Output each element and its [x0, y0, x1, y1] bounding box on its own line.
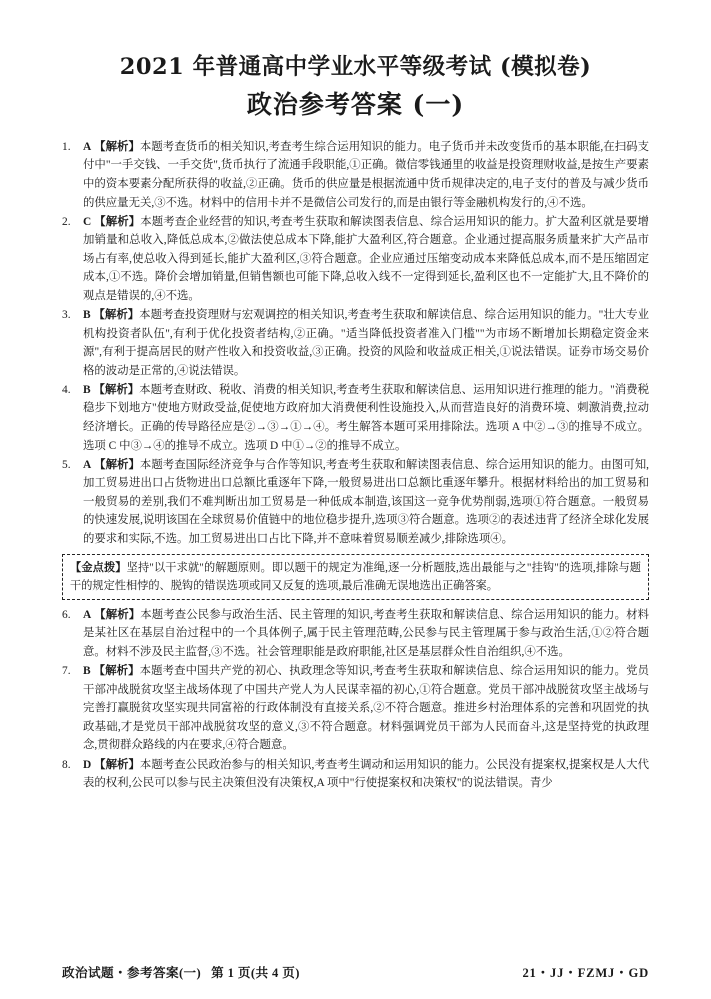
answer-number: 2. — [62, 215, 71, 228]
answer-body — [83, 662, 649, 755]
answer-number: 7. — [62, 665, 71, 678]
answer-number: 8. — [62, 758, 71, 771]
page-footer — [0, 962, 711, 981]
analysis-text: 本题考查公民参与政治生活、民主管理的知识,考查考生获取和解读信息、综合运用知识的能力。材料是某社区在基层自治过程中的一个具体例子,属于民主管理范畴,公民参与民主管理属于参与政治生活,①②符合题意。材料不涉及民主监督,③不选。社会管理职能是政府职能,社区是基层群众性自治组织,④不选。 — [83, 608, 649, 659]
answer-item — [62, 213, 649, 306]
answer-number: 3. — [62, 309, 71, 322]
answer-body — [83, 381, 649, 455]
answer-number: 5. — [62, 458, 71, 471]
answer-choice: C — [83, 215, 92, 228]
answer-choice: D — [83, 758, 92, 771]
analysis-tag: 【解析】 — [93, 309, 140, 322]
answer-item — [62, 456, 649, 549]
answer-body — [83, 606, 649, 662]
answer-number: 4. — [62, 383, 71, 396]
answer-choice: A — [83, 140, 92, 153]
answer-number: 1. — [62, 140, 71, 153]
answer-item — [62, 662, 649, 755]
golden-tip-text: 坚持"以干求就"的解题原则。即以题干的规定为准绳,逐一分析题肢,选出最能与之"挂钩"的选项,排除与题干的规定性相悖的、脱钩的错误选项或同又反复的选项,最后准确无误地选出正确答案。 — [70, 561, 641, 592]
golden-tip-label: 【金点拨】 — [70, 561, 127, 574]
page-header — [0, 0, 711, 124]
footer-code: 21・JJ・FZMJ・GD — [522, 966, 649, 980]
page-title: 政治参考答案 (一) — [246, 90, 465, 120]
answer-item — [62, 306, 649, 380]
golden-tip-box — [62, 554, 649, 600]
analysis-tag: 【解析】 — [94, 458, 140, 471]
analysis-text: 本题考查中国共产党的初心、执政理念等知识,考查考生获取和解读信息、综合运用知识的能力。党员干部冲战脱贫攻坚主战场体现了中国共产党人为人民谋幸福的初心,①符合题意。党员干部冲战脱贫攻坚主战场与完善打赢脱贫攻坚实现共同富裕的行政体制没有直接关系,②不符合题意。推进乡村治理体系的完善和巩固党的执政基础,才是党员干部冲战脱贫攻坚的意义,③不符合题意。材料强调党员干部为人民而奋斗,这是坚持党的执政理念,贯彻群众路线的内在要求,④符合题意。 — [83, 665, 649, 752]
footer-doc-title: 政治试题・参考答案(一) — [62, 966, 202, 980]
analysis-text: 本题考查财政、税收、消费的相关知识,考查考生获取和解读信息、运用知识进行推理的能力。"消费税稳步下划地方"使地方财政受益,促使地方政府加大消费便利性设施投入,从而营造良好的消费环境、刺激消费,拉动经济增长。正确的传导路径应是②→③→①→④。考生解答本题可采用排除法。选项 A 中②→③的推导不成立。选项 C 中③→④的推导不成立。选项 D 中①→②的推导不成立。 — [83, 383, 649, 452]
answer-item — [62, 606, 649, 662]
answer-choice: B — [83, 665, 91, 678]
answer-body — [83, 213, 649, 306]
answer-choice: B — [83, 383, 91, 396]
analysis-tag: 【解析】 — [94, 758, 140, 771]
analysis-tag: 【解析】 — [94, 215, 141, 228]
answer-number: 6. — [62, 608, 71, 621]
answer-choice: B — [83, 309, 91, 322]
footer-page-number: 第 1 页(共 4 页) — [211, 966, 300, 980]
analysis-tag: 【解析】 — [93, 383, 140, 396]
answer-body — [83, 756, 649, 793]
exam-title: 2021 年普通高中学业水平等级考试 (模拟卷) — [119, 54, 592, 80]
answer-item — [62, 381, 649, 455]
analysis-tag: 【解析】 — [94, 140, 140, 153]
analysis-text: 本题考查国际经济竞争与合作等知识,考查考生获取和解读图表信息、综合运用知识的能力。由图可知,加工贸易进出口占货物进出口总额比重逐年下降,一般贸易进出口总额比重逐年攀升。根据材料给出的加工贸易和一般贸易的差别,我们不难判断出加工贸易是一种低成本制造,该国这一竞争优势削弱,选项①符合题意。一般贸易的快速发展,说明该国在全球贸易价值链中的地位稳步提升,选项③符合题意。选项②的表述违背了经济全球化发展的要求和实际,不选。加工贸易进出口占比下降,并不意味着贸易顺差减少,排除选项④。 — [83, 458, 649, 546]
answer-body — [83, 138, 649, 212]
analysis-text: 本题考查企业经营的知识,考查考生获取和解读图表信息、综合运用知识的能力。扩大盈利区就是要增加销量和总收入,降低总成本,②做法使总成本下降,能扩大盈利区,符合题意。企业通过提高服务质量来扩大产品市场占有率,使总收入得到延长,能扩大盈利区,③符合题意。企业应通过压缩变动成本来降低总成本,而不是压缩固定成本,①不选。降价会增加销量,但销售额也可能下降,总收入线不一定得到延长,盈利区也不一定能扩大,且不降价的观点是错误的,④不选。 — [83, 215, 649, 302]
answer-item — [62, 138, 649, 212]
answers-content — [62, 138, 649, 793]
answer-choice: A — [83, 608, 92, 621]
analysis-text: 本题考查货币的相关知识,考查考生综合运用知识的能力。电子货币并未改变货币的基本职能,在扫码支付中"一手交钱、一手交货",货币执行了流通手段职能,①正确。微信零钱通里的收益是投资理财收益,是按生产要素中的资本要素分配所获得的收益,②正确。货币的供应量是根据流通中货币规律决定的,电子支付的普及与减少货币的供应量无关,③不选。材料中的信用卡并不是微信公司发行的,而是由银行等金融机构发行的,④不选。 — [83, 140, 649, 209]
analysis-tag: 【解析】 — [93, 665, 140, 678]
footer-left-group — [62, 962, 300, 981]
answer-body — [83, 306, 649, 380]
analysis-tag: 【解析】 — [94, 608, 141, 621]
analysis-text: 本题考查投资理财与宏观调控的相关知识,考查考生获取和解读信息、综合运用知识的能力。"壮大专业机构投资者队伍",有利于优化投资者结构,②正确。"适当降低投资者准入门槛""为市场不断增加长期稳定资金来源",有利于提高居民的财产性收入和投资收益,③正确。投资的风险和收益成正相关,①说法错误。证券市场交易价格的波动是正常的,④说法错误。 — [83, 309, 649, 377]
analysis-text: 本题考查公民政治参与的相关知识,考查考生调动和运用知识的能力。公民没有提案权,提案权是人大代表的权利,公民可以参与民主决策但没有决策权,A 项中"行使提案权和决策权"的说法错误。青少 — [83, 758, 649, 790]
answer-choice: A — [83, 458, 92, 471]
answer-body — [83, 456, 649, 549]
answer-item — [62, 756, 649, 793]
